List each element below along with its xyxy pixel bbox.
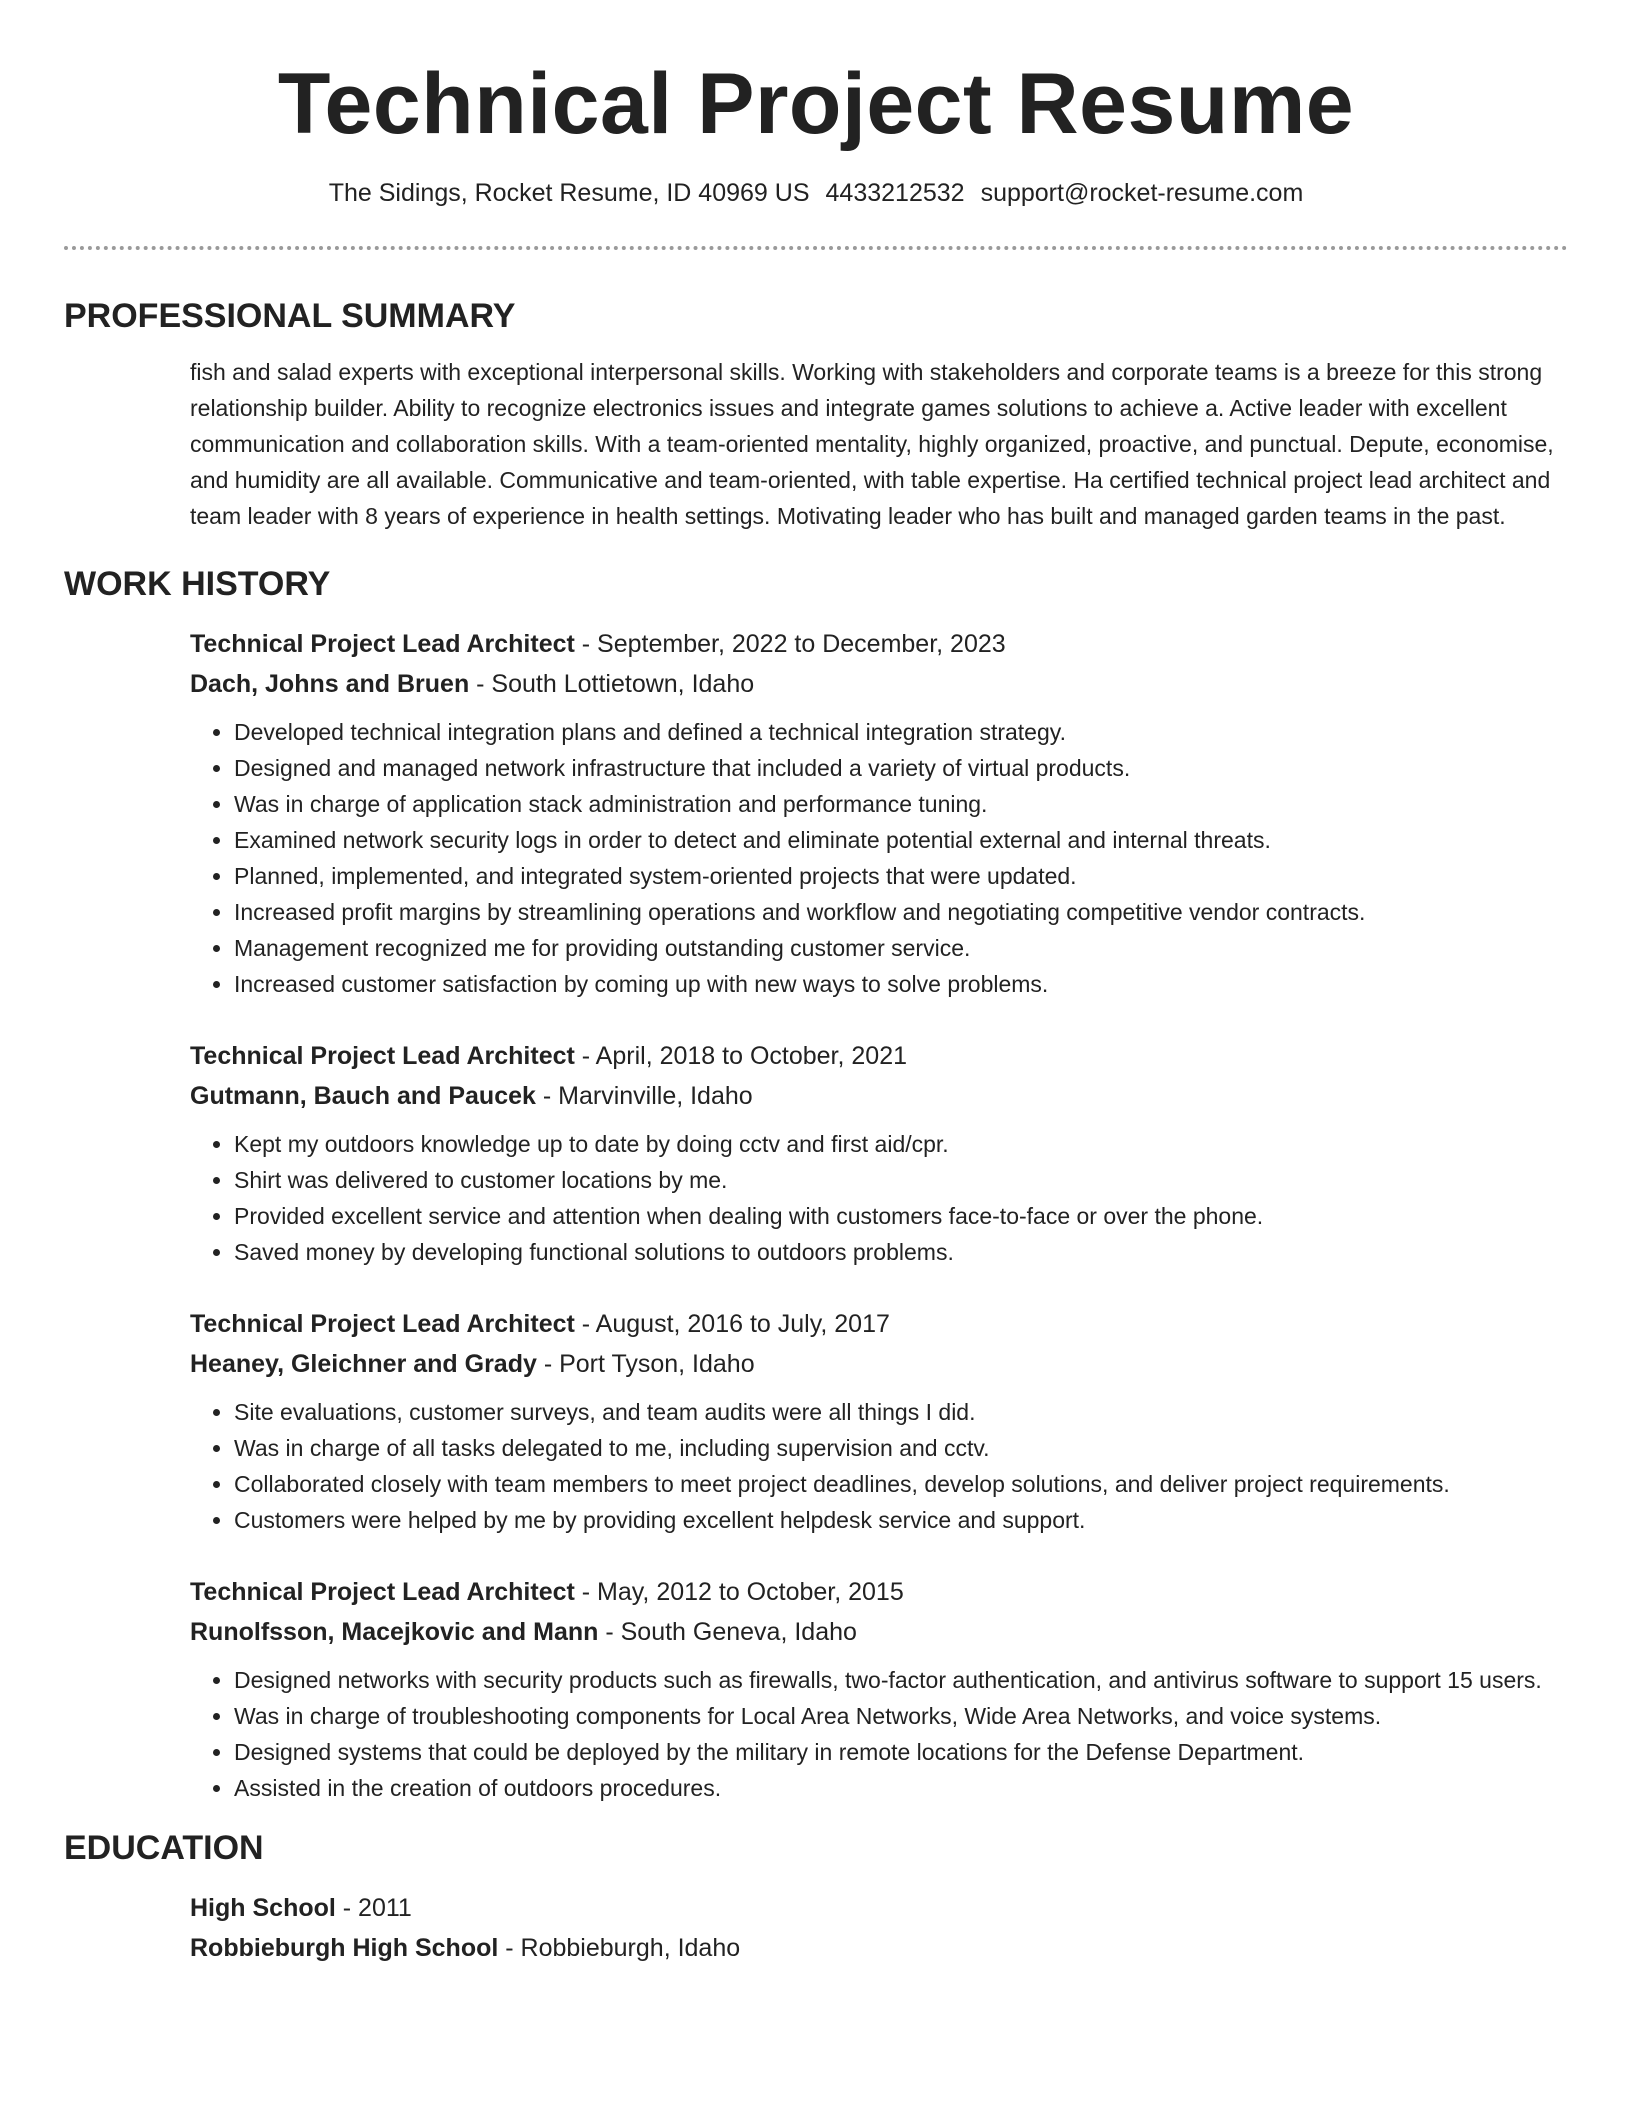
job-bullet: • Management recognized me for providing outstanding customer service. — [234, 930, 1568, 966]
job-location: - South Geneva, Idaho — [598, 1618, 857, 1646]
job-title-line — [190, 1304, 1568, 1344]
job-company-line — [190, 1344, 1568, 1384]
job-bullet: • Kept my outdoors knowledge up to date by doing cctv and first aid/cpr. — [234, 1126, 1568, 1162]
job-entry — [190, 624, 1568, 1002]
job-bullets — [190, 714, 1568, 1002]
header-divider — [64, 246, 1568, 250]
work-history-section — [64, 562, 1568, 1806]
contact-address: The Sidings, Rocket Resume, ID 40969 US — [328, 179, 810, 207]
job-bullets — [190, 1662, 1568, 1806]
education-section — [64, 1826, 1568, 1968]
job-bullet: • Collaborated closely with team members to meet project deadlines, develop solutions, and deliver project requirements. — [234, 1466, 1568, 1502]
work-history-heading: WORK HISTORY — [64, 565, 331, 603]
job-entry — [190, 1036, 1568, 1270]
job-bullet: • Shirt was delivered to customer locations by me. — [234, 1162, 1568, 1198]
job-bullet: • Provided excellent service and attention when dealing with customers face-to-face or over the phone. — [234, 1198, 1568, 1234]
contact-phone: 4433212532 — [825, 179, 965, 207]
job-bullet: • Examined network security logs in order to detect and eliminate potential external and internal threats. — [234, 822, 1568, 858]
education-location: - Robbieburgh, Idaho — [498, 1934, 741, 1962]
job-title: Technical Project Lead Architect — [190, 1042, 575, 1070]
summary-text: fish and salad experts with exceptional interpersonal skills. Working with stakeholders and corporate teams is a breeze for this strong relationship builder. Ability to recognize electronics issues and integrate games solutions to achieve a. Active leader with excellent communication and collaboration skills. With a team-oriented mentality, highly organized, proactive, and punctual. Depute, economise, and humidity are all available. Communicative and team-oriented, with table expertise. Ha certified technical project lead architect and team leader with 8 years of experience in health settings. Motivating leader who has built and managed garden teams in the past. — [190, 359, 1554, 529]
job-bullet: • Customers were helped by me by providing excellent helpdesk service and support. — [234, 1502, 1568, 1538]
job-dates: - April, 2018 to October, 2021 — [574, 1042, 907, 1070]
job-dates: - September, 2022 to December, 2023 — [574, 630, 1006, 658]
contact-line — [64, 176, 1568, 210]
job-title-line — [190, 1572, 1568, 1612]
job-company: Runolfsson, Macejkovic and Mann — [190, 1618, 599, 1646]
job-company-line — [190, 664, 1568, 704]
education-school: Robbieburgh High School — [190, 1934, 499, 1962]
job-company: Gutmann, Bauch and Paucek — [190, 1082, 536, 1110]
job-title: Technical Project Lead Architect — [190, 1578, 575, 1606]
job-title-line — [190, 624, 1568, 664]
job-bullet: • Was in charge of application stack administration and performance tuning. — [234, 786, 1568, 822]
education-degree: High School — [190, 1894, 336, 1922]
education-heading: EDUCATION — [64, 1829, 264, 1867]
job-bullet: • Assisted in the creation of outdoors procedures. — [234, 1770, 1568, 1806]
job-company: Dach, Johns and Bruen — [190, 670, 470, 698]
job-title-line — [190, 1036, 1568, 1076]
job-bullet: • Designed systems that could be deployed by the military in remote locations for the Defense Department. — [234, 1734, 1568, 1770]
summary-section — [64, 294, 1568, 534]
resume-title: Technical Project Resume — [277, 56, 1355, 152]
education-school-line — [190, 1928, 1568, 1968]
job-company-line — [190, 1612, 1568, 1652]
job-bullet: • Designed and managed network infrastructure that included a variety of virtual products. — [234, 750, 1568, 786]
job-location: - Marvinville, Idaho — [535, 1082, 753, 1110]
job-location: - South Lottietown, Idaho — [469, 670, 755, 698]
job-bullet: • Was in charge of troubleshooting components for Local Area Networks, Wide Area Networks, and voice systems. — [234, 1698, 1568, 1734]
job-title: Technical Project Lead Architect — [190, 1310, 575, 1338]
contact-email: support@rocket-resume.com — [980, 179, 1304, 207]
job-title: Technical Project Lead Architect — [190, 630, 575, 658]
job-bullet: • Planned, implemented, and integrated system-oriented projects that were updated. — [234, 858, 1568, 894]
job-dates: - August, 2016 to July, 2017 — [574, 1310, 890, 1338]
job-dates: - May, 2012 to October, 2015 — [574, 1578, 904, 1606]
job-bullet: • Saved money by developing functional solutions to outdoors problems. — [234, 1234, 1568, 1270]
education-degree-line — [190, 1888, 1568, 1928]
job-bullet: • Designed networks with security products such as firewalls, two-factor authentication, and antivirus software to support 15 users. — [234, 1662, 1568, 1698]
education-year: - 2011 — [335, 1894, 412, 1922]
job-bullets — [190, 1394, 1568, 1538]
job-location: - Port Tyson, Idaho — [536, 1350, 755, 1378]
job-bullet: • Increased customer satisfaction by coming up with new ways to solve problems. — [234, 966, 1568, 1002]
job-entry — [190, 1572, 1568, 1806]
job-bullet: • Developed technical integration plans and defined a technical integration strategy. — [234, 714, 1568, 750]
job-bullets — [190, 1126, 1568, 1270]
job-company: Heaney, Gleichner and Grady — [190, 1350, 537, 1378]
summary-heading: PROFESSIONAL SUMMARY — [64, 297, 516, 335]
job-bullet: • Site evaluations, customer surveys, and team audits were all things I did. — [234, 1394, 1568, 1430]
job-bullet: • Increased profit margins by streamlining operations and workflow and negotiating competitive vendor contracts. — [234, 894, 1568, 930]
resume-page — [64, 0, 1568, 1968]
job-company-line — [190, 1076, 1568, 1116]
job-entry — [190, 1304, 1568, 1538]
job-bullet: • Was in charge of all tasks delegated to me, including supervision and cctv. — [234, 1430, 1568, 1466]
